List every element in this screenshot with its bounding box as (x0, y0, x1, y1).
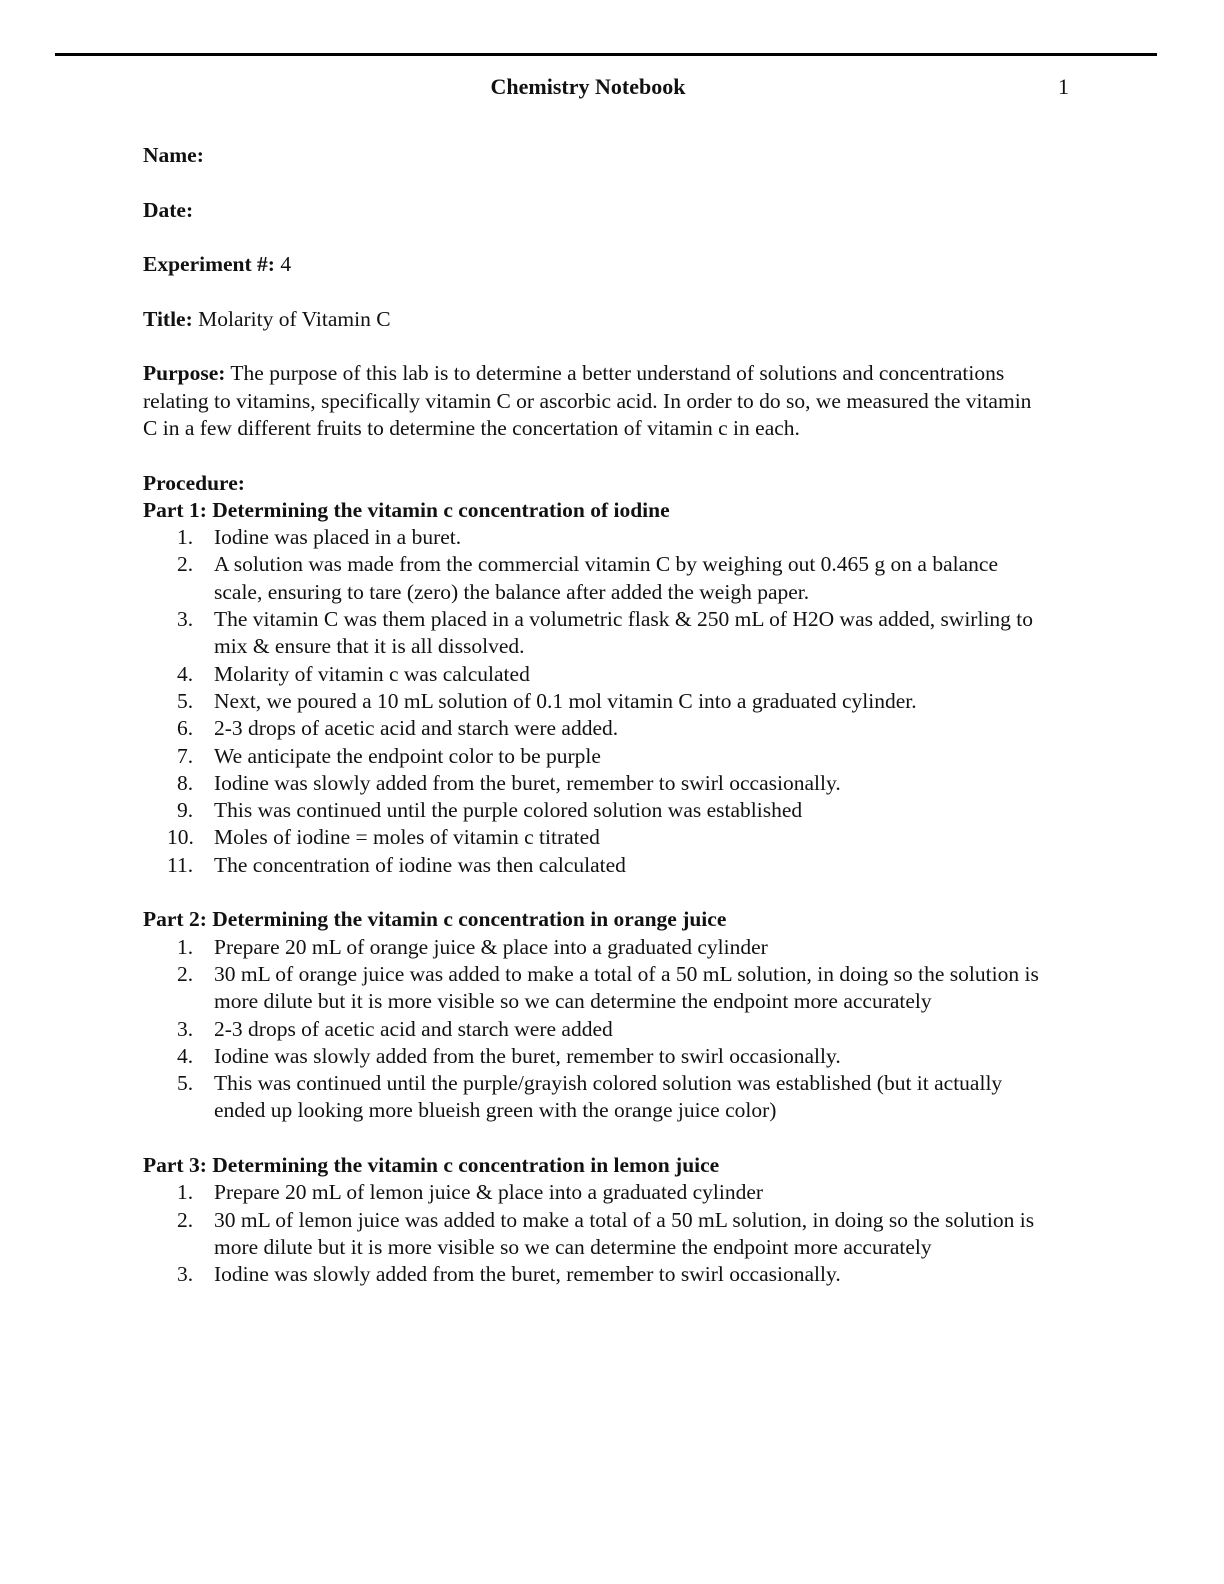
experiment-field (143, 251, 1043, 278)
purpose-value: The purpose of this lab is to determine a better understand of solutions and concentrations relating to vitamins, specifically vitamin C or ascorbic acid. In order to do so, we measured the vitamin C in a few different fruits to determine the concertation of vitamin c in each. (143, 361, 1032, 440)
list-item: 3. Iodine was slowly added from the buret, remember to swirl occasionally. (177, 1262, 841, 1287)
list-item: 10. Moles of iodine = moles of vitamin c titrated (167, 825, 600, 850)
list-item: 7. We anticipate the endpoint color to be purple (177, 743, 601, 768)
document-body (143, 142, 1043, 1288)
title-label: Title: (143, 306, 193, 331)
page-number: 1 (1058, 74, 1069, 99)
purpose-label: Purpose: (143, 361, 226, 386)
part-1-heading: Part 1: Determining the vitamin c concentration of iodine (143, 497, 670, 522)
list-item: 1. Iodine was placed in a buret. (177, 525, 462, 550)
title-value: Molarity of Vitamin C (198, 306, 391, 331)
list-item: 5. Next, we poured a 10 mL solution of 0.1 mol vitamin C into a graduated cylinder. (177, 688, 917, 713)
list-item: 2. A solution was made from the commercial vitamin C by weighing out 0.465 g on a balance scale, ensuring to tare (zero) the balance after added the weigh paper. (177, 552, 998, 604)
part-2-steps (143, 934, 1043, 1125)
part-1-steps (143, 524, 1043, 879)
page-title: Chemistry Notebook (490, 74, 686, 99)
part-3-steps (143, 1179, 1043, 1288)
list-item: 2. 30 mL of lemon juice was added to make a total of a 50 mL solution, in doing so the solution is more dilute but it is more visible so we can determine the endpoint more accurately (177, 1207, 1035, 1259)
list-item: 4. Molarity of vitamin c was calculated (177, 661, 530, 686)
list-item: 11. The concentration of iodine was then calculated (167, 852, 626, 877)
date-field (143, 197, 1043, 224)
list-item: 8. Iodine was slowly added from the buret, remember to swirl occasionally. (177, 770, 841, 795)
name-field (143, 142, 1043, 169)
list-item: 9. This was continued until the purple colored solution was established (177, 798, 803, 823)
name-label: Name: (143, 143, 204, 167)
purpose-field (143, 360, 1043, 442)
date-label: Date: (143, 197, 194, 222)
list-item: 6. 2-3 drops of acetic acid and starch were added. (177, 716, 619, 741)
part-2-heading: Part 2: Determining the vitamin c concentration in orange juice (143, 907, 727, 932)
list-item: 1. Prepare 20 mL of orange juice & place into a graduated cylinder (177, 934, 768, 959)
list-item: 1. Prepare 20 mL of lemon juice & place into a graduated cylinder (177, 1180, 764, 1205)
list-item: 3. 2-3 drops of acetic acid and starch were added (177, 1016, 613, 1041)
header-rule (55, 53, 1157, 56)
procedure-heading: Procedure: (143, 470, 245, 495)
list-item: 4. Iodine was slowly added from the buret, remember to swirl occasionally. (177, 1043, 841, 1068)
list-item: 3. The vitamin C was them placed in a volumetric flask & 250 mL of H2O was added, swirling to mix & ensure that it is all dissolved. (177, 607, 1034, 659)
list-item: 5. This was continued until the purple/grayish colored solution was established (but it actually ended up looking more blueish green with the orange juice color) (177, 1071, 1003, 1123)
part-3-heading: Part 3: Determining the vitamin c concentration in lemon juice (143, 1152, 720, 1177)
experiment-label: Experiment #: (143, 252, 275, 277)
list-item: 2. 30 mL of orange juice was added to make a total of a 50 mL solution, in doing so the solution is more dilute but it is more visible so we can determine the endpoint more accurately (177, 961, 1039, 1014)
experiment-value: 4 (280, 252, 292, 277)
title-field (143, 306, 1043, 333)
